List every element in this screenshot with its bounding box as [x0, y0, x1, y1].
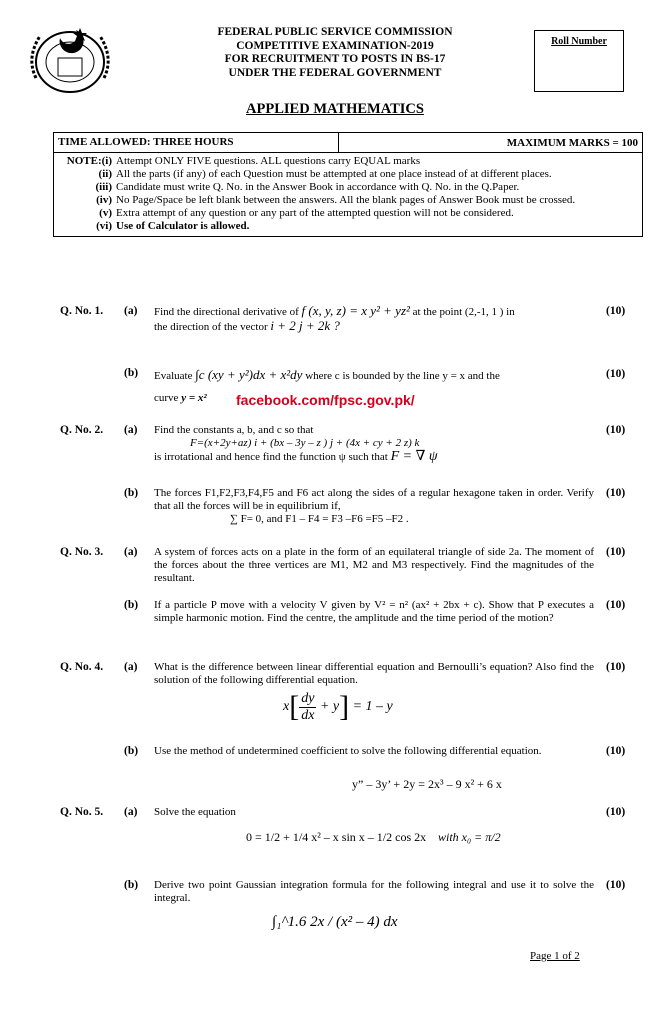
header-line1: FEDERAL PUBLIC SERVICE COMMISSION [217, 26, 453, 38]
q4b-text: Use the method of undetermined coefficient to solve the following differential equation. [154, 745, 542, 757]
q1a-label: (a) [124, 305, 138, 317]
q3b-marks: (10) [606, 599, 626, 611]
q5b-integral: ∫₁^1.6 2x / (x² – 4) dx [272, 914, 398, 930]
q3b-text: If a particle P move with a velocity V given by V² = n² (ax² + 2bx + c). Show that P executes a simple harmonic motion. Find the centre, the amplitude and the time period of the motion? [154, 599, 594, 624]
q3a-label: (a) [124, 546, 138, 558]
subject-title: APPLIED MATHEMATICS [246, 101, 424, 117]
q4a-marks: (10) [606, 661, 626, 673]
q4b-equation: y” – 3y’ + 2y = 2x³ – 9 x² + 6 x [352, 777, 502, 791]
page-number: Page 1 of 2 [530, 950, 580, 962]
q4a-label: (a) [124, 661, 138, 673]
q5a-equation: 0 = 1/2 + 1/4 x² – x sin x – 1/2 cos 2x [246, 830, 427, 844]
q5b-label: (b) [124, 879, 139, 891]
q4a-text: What is the difference between linear differential equation and Bernoulli’s equation? Also find the solution of the following differential equation. [154, 661, 594, 686]
q1a-text: Find the directional derivative of f (x, y, z) = x y² + yz² at the point (2,-1, 1 ) in the direction of the vector i + 2 j + 2k ? [154, 303, 515, 333]
note-item: (ii) All the parts (if any) of each Question must be attempted at one place instead of at different places. [98, 168, 552, 180]
instructions-table [53, 132, 643, 237]
header-line4: UNDER THE FEDERAL GOVERNMENT [228, 66, 442, 79]
q4b-marks: (10) [606, 745, 626, 757]
q2a-text: Find the constants a, b, and c so that F=(x+2y+az) i + (bx – 3y – z ) j + (4x + cy + 2 z) k is irrotational and hence find the function ψ such that F = ∇ ψ [154, 424, 438, 464]
q5a-text: Solve the equation [154, 806, 236, 818]
header-line2: COMPETITIVE EXAMINATION-2019 [236, 39, 434, 52]
q5a-label: (a) [124, 806, 138, 818]
roll-number-label: Roll Number [551, 36, 607, 47]
note-item: (vi) Use of Calculator is allowed. [96, 220, 250, 232]
roll-number-box[interactable] [534, 30, 624, 92]
note-item: (v) Extra attempt of any question or any part of the attempted question will not be considered. [99, 207, 514, 219]
q3a-text: A system of forces acts on a plate in the form of an equilateral triangle of side 2a. The moment of the forces about the three vertices are M1, M2 and M3 respectively. Find the magnitudes of the resultant. [154, 546, 594, 584]
q1b-label: (b) [124, 367, 139, 379]
q4b-label: (b) [124, 745, 139, 757]
maximum-marks: MAXIMUM MARKS = 100 [506, 136, 638, 149]
header-line3: FOR RECRUITMENT TO POSTS IN BS-17 [224, 53, 446, 65]
q1b-marks: (10) [606, 368, 626, 380]
q2b-marks: (10) [606, 487, 626, 499]
q1a-marks: (10) [606, 305, 626, 317]
commission-header [165, 26, 505, 80]
q4a-equation: x[ $\frac{dy}{dx}$ + y] = 1 – y [283, 690, 393, 723]
notes-list [54, 153, 642, 236]
fpsc-emblem [22, 18, 122, 106]
q2a-marks: (10) [606, 424, 626, 436]
q5b-marks: (10) [606, 879, 626, 891]
note-item: (iv) No Page/Space be left blank between the answers. All the blank pages of Answer Book must be crossed. [96, 194, 576, 206]
note-item: NOTE:(i) Attempt ONLY FIVE questions. ALL questions carry EQUAL marks [66, 155, 421, 167]
q4-number: Q. No. 4. [60, 661, 104, 673]
q3b-label: (b) [124, 599, 139, 611]
q2a-label: (a) [124, 424, 138, 436]
q1b-text: Evaluate ∫c (xy + y²)dx + x²dy where c is bounded by the line y = x and the curve y = x² [154, 367, 500, 404]
q3-number: Q. No. 3. [60, 546, 104, 558]
q3a-marks: (10) [606, 546, 626, 558]
q5a-condition: with x₀ = π/2 [438, 830, 501, 844]
q2b-label: (b) [124, 487, 139, 499]
q5-number: Q. No. 5. [60, 806, 104, 818]
q2-number: Q. No. 2. [60, 424, 104, 436]
q5b-text: Derive two point Gaussian integration formula for the following integral and use it to solve the integral. [154, 879, 594, 904]
q1-number: Q. No. 1. [60, 305, 104, 317]
q5a-marks: (10) [606, 806, 626, 818]
facebook-watermark: facebook.com/fpsc.gov.pk/ [236, 392, 415, 408]
note-item: (iii) Candidate must write Q. No. in the Answer Book in accordance with Q. No. in the Q.Paper. [95, 181, 520, 193]
time-allowed: TIME ALLOWED: THREE HOURS [54, 133, 339, 152]
q2b-text: The forces F1,F2,F3,F4,F5 and F6 act along the sides of a regular hexagone taken in order. Verify that all the forces will be in equilibrium if, ∑ F= 0, and F1 – F4 = F3 –F6 =F5 –F2 . [154, 487, 594, 525]
